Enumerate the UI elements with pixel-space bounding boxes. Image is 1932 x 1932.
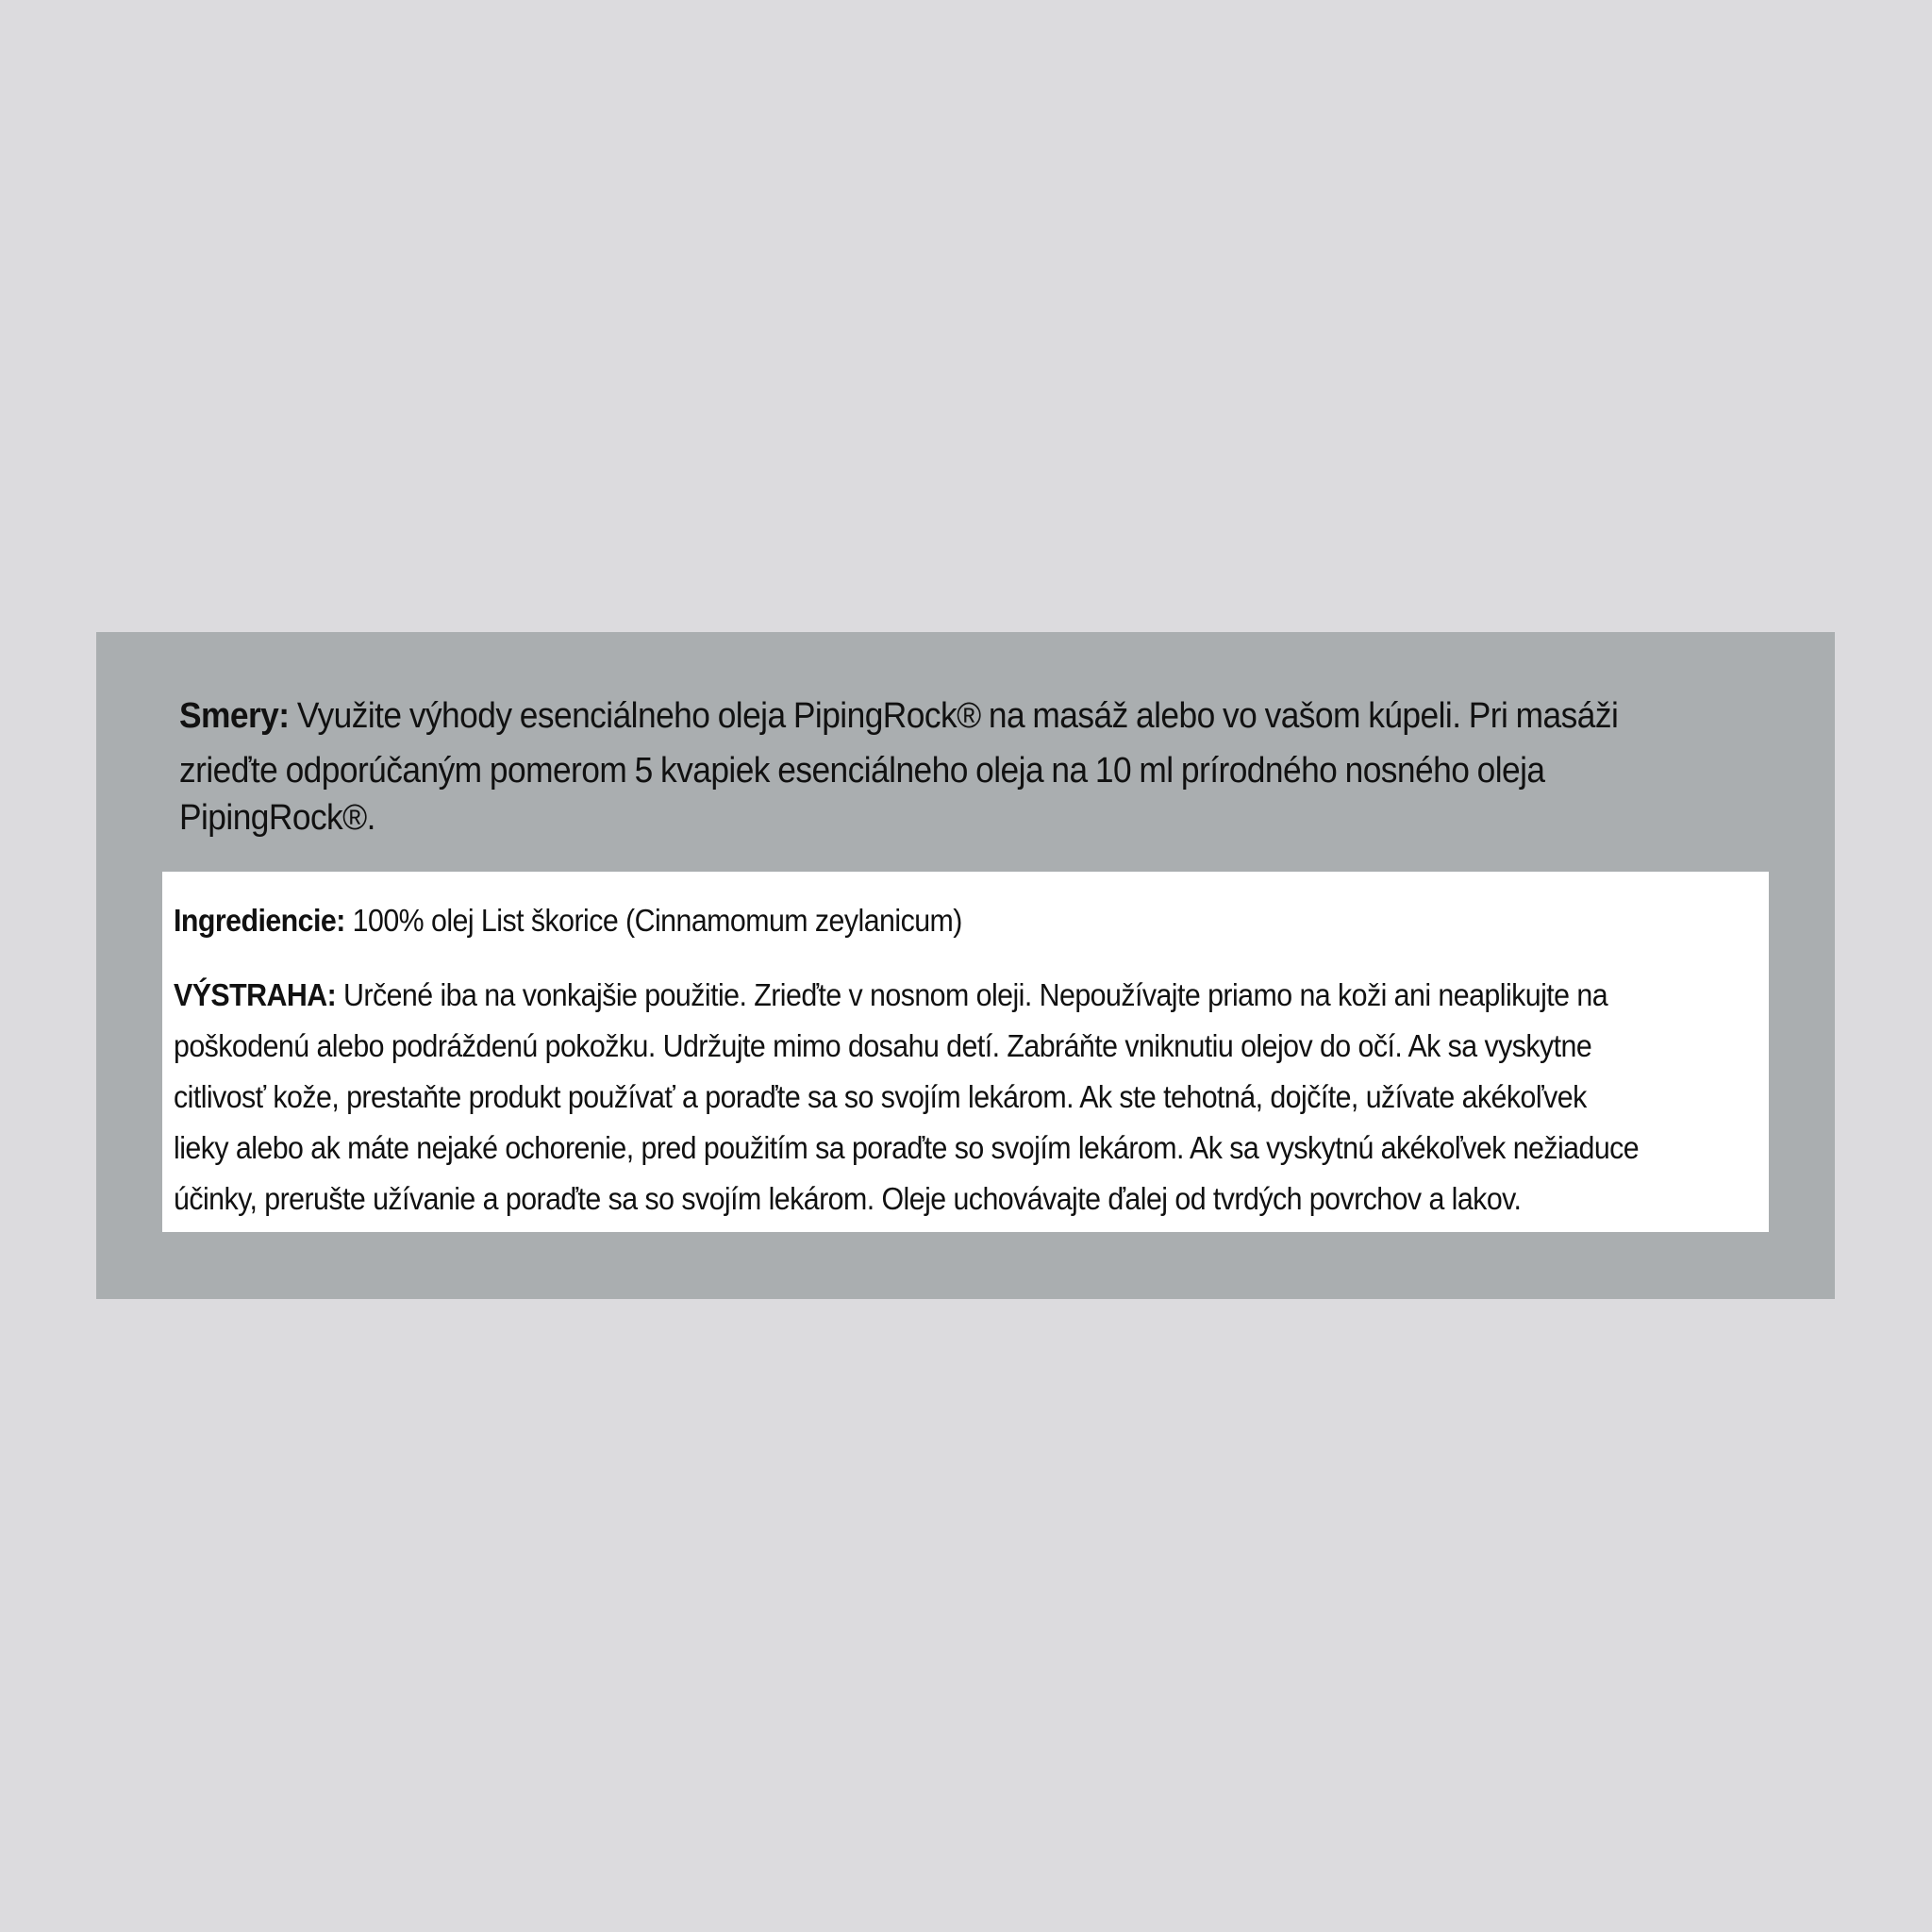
warning-line-3: citlivosť kože, prestaňte produkt používať a poraďte sa so svojím lekárom. Ak ste tehotná, dojčíte, užívate akékoľvek [174,1079,1587,1114]
ingredients-value: 100% olej List škorice (Cinnamomum zeylanicum) [352,903,962,938]
ingredients-text [174,900,1753,941]
warning-line-1-text: Určené iba na vonkajšie použitie. Zrieďte v nosnom oleji. Nepoužívajte priamo na koži ani neaplikujte na [343,977,1608,1012]
warning-text [174,970,1753,1224]
warning-label: VÝSTRAHA: [174,977,337,1012]
warning-line-2: poškodenú alebo podráždenú pokožku. Udržujte mimo dosahu detí. Zabráňte vniknutiu olejov do očí. Ak sa vyskytne [174,1028,1592,1063]
directions-line-1: Využite výhody esenciálneho oleja PipingRock® na masáž alebo vo vašom kúpeli. Pri masáži [296,696,1619,736]
directions-label: Smery: [179,696,290,736]
directions-text [179,689,1671,845]
warning-line-4: lieky alebo ak máte nejaké ochorenie, pred použitím sa poraďte so svojím lekárom. Ak sa vyskytnú akékoľvek nežiaduce [174,1130,1640,1165]
ingredients-warning-box [162,872,1769,1232]
warning-line-1 [174,970,1753,1021]
directions-line-2: zrieďte odporúčaným pomerom 5 kvapiek esenciálneho oleja na 10 ml prírodného nosného oleja [179,751,1545,791]
label-panel [96,632,1835,1299]
warning-line-5: účinky, prerušte užívanie a poraďte sa so svojím lekárom. Oleje uchovávajte ďalej od tvrdých povrchov a lakov. [174,1181,1522,1216]
ingredients-label: Ingrediencie: [174,903,345,938]
directions-line-3: PipingRock®. [179,798,375,838]
